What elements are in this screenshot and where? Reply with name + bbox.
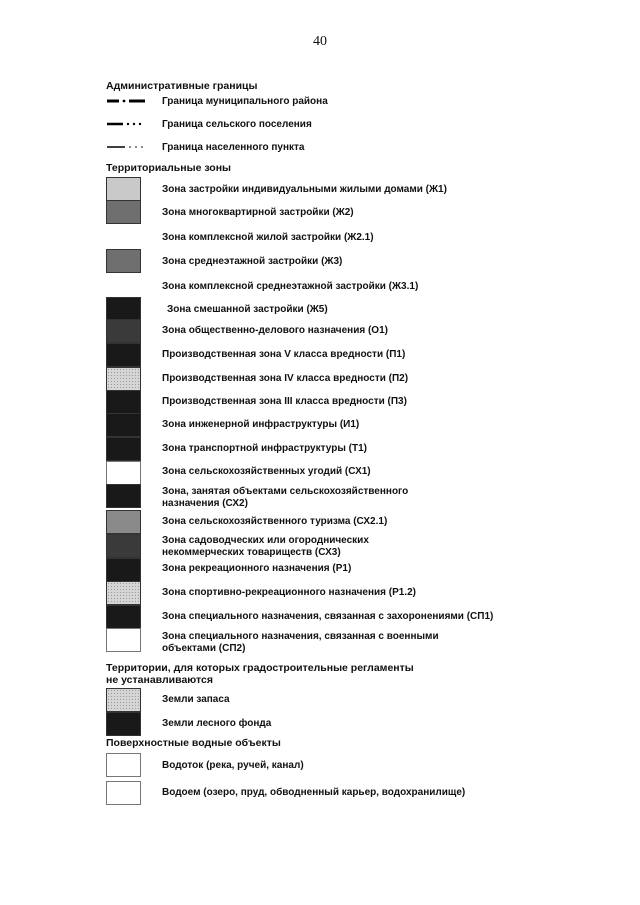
zone-zh5-swatch (106, 297, 141, 321)
zone-zh2-1-swatch (106, 225, 141, 249)
zone-p3-label: Производственная зона III класса вредности (П3) (162, 396, 407, 407)
zone-r1-swatch (106, 558, 141, 582)
zone-sx1-label: Зона сельскохозяйственных угодий (СХ1) (162, 466, 371, 477)
zone-zh3-1-label: Зона комплексной среднеэтажной застройки (Ж3.1) (162, 281, 419, 292)
zone-t1-swatch (106, 437, 141, 461)
zone-zh1-label: Зона застройки индивидуальными жилыми домами (Ж1) (162, 184, 447, 195)
zone-zh2-swatch (106, 200, 141, 224)
municipal-district-boundary-label: Граница муниципального района (162, 96, 328, 107)
zone-zh1-swatch (106, 177, 141, 201)
zone-sx1-swatch (106, 461, 141, 485)
zone-zh3-label: Зона среднеэтажной застройки (Ж3) (162, 256, 343, 267)
zone-o1-label: Зона общественно-делового назначения (О1) (162, 325, 388, 336)
water-body-label: Водоем (озеро, пруд, обводненный карьер, водохранилище) (162, 787, 466, 798)
zone-r1-label: Зона рекреационного назначения (Р1) (162, 563, 352, 574)
zone-r1-2-label: Зона спортивно-рекреационного назначения (Р1.2) (162, 587, 416, 598)
zone-i1-label: Зона инженерной инфраструктуры (И1) (162, 419, 360, 430)
watercourse-swatch (106, 753, 141, 777)
zone-sp2-swatch (106, 628, 141, 652)
zone-i1-swatch (106, 413, 141, 437)
zone-p1-label: Производственная зона V класса вредности (П1) (162, 349, 406, 360)
zone-sp2-label: Зона специального назначения, связанная с военными объектами (СП2) (162, 631, 439, 654)
zone-zh3-1-swatch (106, 273, 141, 297)
water-body-swatch (106, 781, 141, 805)
settlement-boundary-label: Граница населенного пункта (162, 142, 305, 153)
zone-zh3-swatch (106, 249, 141, 273)
reserve-lands-label: Земли запаса (162, 694, 230, 705)
zone-r1-2-swatch (106, 581, 141, 605)
municipal-district-boundary-symbol (106, 98, 146, 104)
forest-fund-lands-label: Земли лесного фонда (162, 718, 272, 729)
forest-fund-lands-swatch (106, 712, 141, 736)
zone-sx2-label: Зона, занятая объектами сельскохозяйственного назначения (СХ2) (162, 486, 409, 509)
reserve-lands-swatch (106, 688, 141, 712)
zone-p2-label: Производственная зона IV класса вредности (П2) (162, 373, 409, 384)
no-regulations-heading: Территории, для которых градостроительные регламенты не устанавливаются (106, 662, 414, 686)
zone-zh2-label: Зона многоквартирной застройки (Ж2) (162, 207, 354, 218)
zone-sx2-1-label: Зона сельскохозяйственного туризма (СХ2.1) (162, 516, 388, 527)
rural-settlement-boundary-symbol (106, 121, 146, 127)
territorial-zones-heading: Территориальные зоны (106, 162, 232, 174)
zone-p2-swatch (106, 367, 141, 391)
zone-p1-swatch (106, 343, 141, 367)
rural-settlement-boundary-label: Граница сельского поселения (162, 119, 312, 130)
zone-p3-swatch (106, 390, 141, 414)
zone-sx2-swatch (106, 484, 141, 508)
watercourse-label: Водоток (река, ручей, канал) (162, 760, 304, 771)
zone-sp1-swatch (106, 605, 141, 629)
settlement-boundary-symbol (106, 144, 146, 150)
zone-zh2-1-label: Зона комплексной жилой застройки (Ж2.1) (162, 232, 374, 243)
zone-o1-swatch (106, 319, 141, 343)
admin-boundaries-heading: Административные границы (106, 80, 258, 92)
page-number: 40 (313, 34, 327, 49)
zone-t1-label: Зона транспортной инфраструктуры (Т1) (162, 443, 367, 454)
surface-water-heading: Поверхностные водные объекты (106, 737, 281, 749)
zone-sx3-swatch (106, 534, 141, 558)
zone-sx2-1-swatch (106, 510, 141, 534)
zone-sp1-label: Зона специального назначения, связанная с захоронениями (СП1) (162, 611, 494, 622)
zone-zh5-label: Зона смешанной застройки (Ж5) (167, 304, 328, 315)
zone-sx3-label: Зона садоводческих или огороднических некоммерческих товариществ (СХ3) (162, 535, 369, 558)
